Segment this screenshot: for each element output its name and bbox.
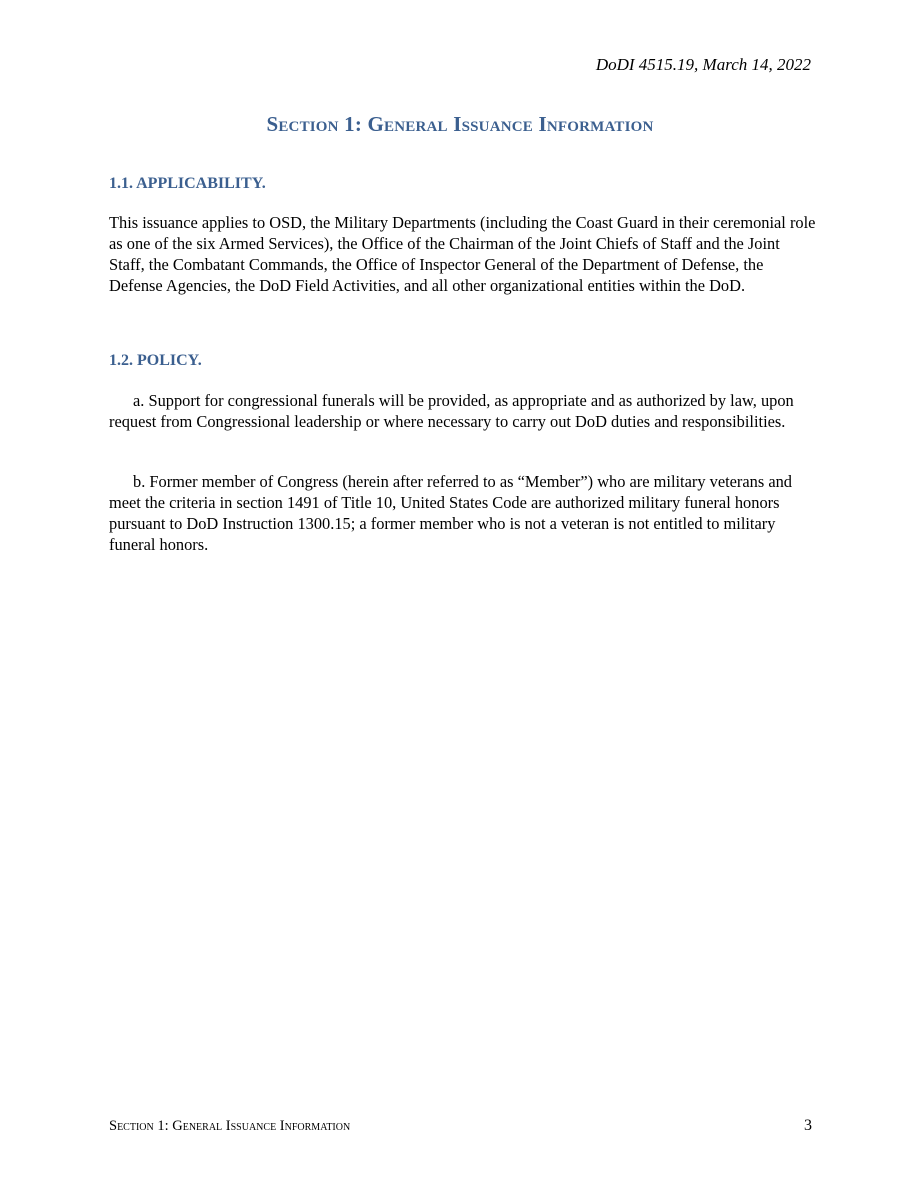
footer-section-label: Section 1: General Issuance Information — [109, 1118, 351, 1134]
applicability-heading: 1.1. APPLICABILITY. — [109, 175, 266, 192]
applicability-paragraph: This issuance applies to OSD, the Military Departments (including the Coast Guard in their ceremonial role as one of the six Armed Services), the Office of the Chairman of the Joint Chiefs of Staff and the Joint Staff, the Combatant Commands, the Office of Inspector General of the Department of Defense, the Defense Agencies, the DoD Field Activities, and all other organizational entities within the DoD. — [109, 213, 816, 295]
policy-paragraph-a: a. Support for congressional funerals will be provided, as appropriate and as authorized by law, upon request from Congressional leadership or where necessary to carry out DoD duties and responsibilities. — [109, 391, 794, 431]
section-title: Section 1: General Issuance Information — [266, 112, 654, 136]
footer-page-number: 3 — [804, 1117, 812, 1134]
policy-paragraph-b: b. Former member of Congress (herein after referred to as “Member”) who are military veterans and meet the criteria in section 1491 of Title 10, United States Code are authorized military funeral honors pursuant to DoD Instruction 1300.15; a former member who is not a veteran is not entitled to military funeral honors. — [109, 472, 792, 554]
policy-heading: 1.2. POLICY. — [109, 352, 202, 369]
page-header-doc-ref: DoDI 4515.19, March 14, 2022 — [595, 55, 811, 74]
